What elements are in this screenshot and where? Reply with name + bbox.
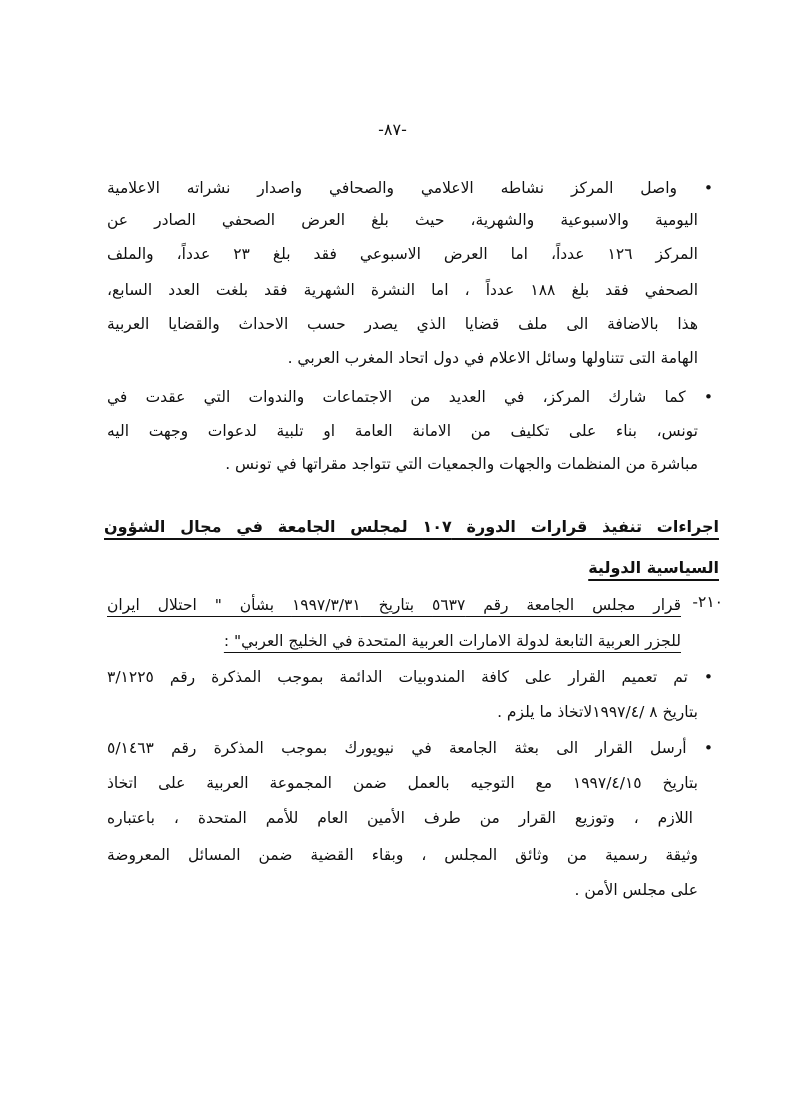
text-line: هذا بالاضافة الى ملف قضايا الذي يصدر حسب الاحداث والقضايا العربية xyxy=(107,315,698,333)
text-line: تونس، بناء على تكليف من الامانة العامة او تلبية لدعوات وجهت اليه xyxy=(107,422,698,440)
heading-line: السياسية الدولية xyxy=(588,558,719,577)
page-number: -٨٧- xyxy=(378,120,407,139)
heading-line: اجراءات تنفيذ قرارات الدورة ١٠٧ لمجلس الجامعة في مجال الشؤون xyxy=(104,517,719,536)
text-line: على مجلس الأمن . xyxy=(574,881,698,899)
item-number: ٢١٠- xyxy=(692,593,723,611)
text-line: المركز ١٢٦ عدداً، اما العرض الاسبوعي فقد بلغ ٢٣ عدداً، والملف xyxy=(107,245,698,263)
text-line: • تم تعميم القرار على كافة المندوبيات الدائمة بموجب المذكرة رقم ٣/١٢٢٥ xyxy=(107,668,713,686)
text-line: • أرسل القرار الى بعثة الجامعة في نيويورك بموجب المذكرة رقم ٥/١٤٦٣ xyxy=(107,739,713,757)
item-title-line: للجزر العربية التابعة لدولة الامارات العربية المتحدة في الخليج العربي" : xyxy=(223,632,681,650)
text-line: بتاريخ ٨ /١٩٩٧/٤لاتخاذ ما يلزم . xyxy=(497,703,698,721)
text-line: اليومية والاسبوعية والشهرية، حيث بلغ العرض الصحفي الصادر عن xyxy=(107,211,698,229)
text-line: • كما شارك المركز، في العديد من الاجتماعات والندوات التي عقدت في xyxy=(107,388,713,406)
text-line: الصحفي فقد بلغ ١٨٨ عدداً ، اما النشرة الشهرية فقد بلغت العدد السابع، xyxy=(107,281,698,299)
text-line: مباشرة من المنظمات والجهات والجمعيات التي تتواجد مقراتها في تونس . xyxy=(225,455,698,473)
text-line: • واصل المركز نشاطه الاعلامي والصحافي واصدار نشراته الاعلامية xyxy=(107,179,713,197)
item-title-line: قرار مجلس الجامعة رقم ٥٦٣٧ بتاريخ ١٩٩٧/٣/٣١ بشأن " احتلال ايران xyxy=(107,596,681,614)
text-line: وثيقة رسمية من وثائق المجلس ، وبقاء القضية ضمن المسائل المعروضة xyxy=(107,846,698,864)
text-line: اللازم ، وتوزيع القرار من طرف الأمين العام للأمم المتحدة ، باعتباره xyxy=(107,809,693,827)
text-line: بتاريخ ١٩٩٧/٤/١٥ مع التوجيه بالعمل ضمن المجموعة العربية على اتخاذ xyxy=(107,774,698,792)
text-line: الهامة التى تتناولها وسائل الاعلام في دول اتحاد المغرب العربي . xyxy=(287,349,698,367)
